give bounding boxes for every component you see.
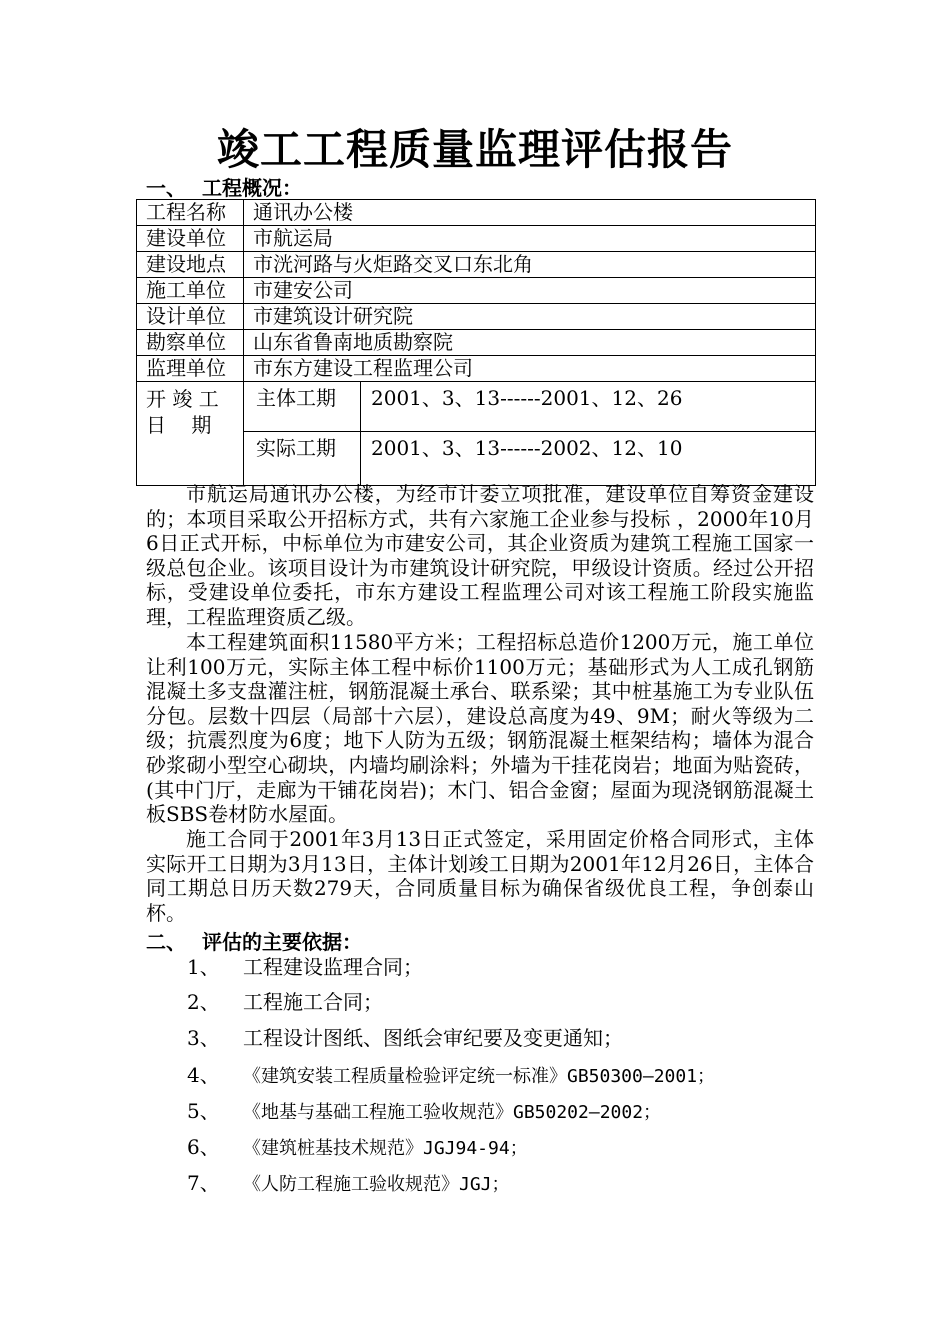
row-label: 建设单位 [137, 226, 244, 252]
row-label: 勘察单位 [137, 330, 244, 356]
list-item-text: 《人防工程施工验收规范》JGJ； [243, 1174, 510, 1195]
row-value: 通讯办公楼 [244, 200, 816, 226]
planned-label: 主体工期 [244, 382, 361, 432]
list-item-text: 《建筑安装工程质量检验评定统一标准》GB50300—2001； [243, 1066, 716, 1087]
list-item-number: 5、 [187, 1099, 220, 1123]
list-item [187, 1171, 510, 1197]
actual-label: 实际工期 [244, 432, 361, 486]
list-item-number: 6、 [187, 1135, 220, 1159]
row-value: 市建筑设计研究院 [244, 304, 816, 330]
row-value: 市东方建设工程监理公司 [244, 356, 816, 382]
planned-value: 2001、3、13------2001、12、26 [361, 382, 816, 432]
page-title: 竣工工程质量监理评估报告 [216, 125, 733, 174]
list-item-text: 工程施工合同； [243, 990, 383, 1014]
row-label: 施工单位 [137, 278, 244, 304]
section-2-heading [146, 930, 362, 954]
list-item [187, 1135, 528, 1161]
list-item-number: 1、 [187, 955, 220, 979]
section-2-number: 二、 [146, 930, 186, 954]
dates-label-line2: 日 期 [146, 413, 212, 437]
paragraph-1: 市航运局通讯办公楼，为经市计委立项批准，建设单位自筹资金建设的；本项目采取公开招标方式，共有六家施工企业参与投标 ，2000年10月6日正式开标，中标单位为市建安公司，其企业资质为建筑工程施工国家一级总包企业。该项目设计为市建筑设计研究院，甲级设计资质。经过公开招标，受建设单位委托，市东方建设工程监理公司对该工程施工阶段实施监理，工程监理资质乙级。 [146, 482, 814, 629]
row-value: 山东省鲁南地质勘察院 [244, 330, 816, 356]
table-row [137, 252, 816, 278]
section-1-title: 工程概况： [202, 176, 302, 200]
section-1-number: 一、 [146, 176, 186, 200]
list-item-text: 《建筑桩基技术规范》JGJ94-94； [243, 1138, 528, 1159]
list-item [187, 955, 423, 979]
list-item-text: 《地基与基础工程施工验收规范》GB50202—2002； [243, 1102, 662, 1123]
list-item [187, 1026, 623, 1050]
row-value: 市洸河路与火炬路交叉口东北角 [244, 252, 816, 278]
table-row [137, 304, 816, 330]
list-item-number: 7、 [187, 1171, 220, 1195]
project-info-table [136, 199, 816, 486]
table-row [137, 356, 816, 382]
table-row [137, 330, 816, 356]
table-row [137, 226, 816, 252]
paragraph-2: 本工程建筑面积11580平方米；工程招标总造价1200万元，施工单位让利100万元，实际主体工程中标价1100万元；基础形式为人工成孔钢筋混凝土多支盘灌注桩，钢筋混凝土承台、联系梁；其中桩基施工为专业队伍分包。层数十四层（局部十六层），建设总高度为49、9M；耐火等级为二级；抗震烈度为6度；地下人防为五级；钢筋混凝土框架结构；墙体为混合砂浆砌小型空心砌块，内墙均刷涂料；外墙为干挂花岗岩；地面为贴瓷砖，(其中门厅，走廊为干铺花岗岩)；木门、铝合金窗；屋面为现浇钢筋混凝土板SBS卷材防水屋面。 [146, 630, 814, 827]
actual-value: 2001、3、13------2002、12、10 [361, 432, 816, 486]
row-label: 建设地点 [137, 252, 244, 278]
section-2-title: 评估的主要依据： [202, 930, 362, 954]
list-item-text: 工程设计图纸、图纸会审纪要及变更通知； [243, 1026, 623, 1050]
section-1-heading [146, 176, 302, 200]
row-label: 监理单位 [137, 356, 244, 382]
row-value: 市航运局 [244, 226, 816, 252]
list-item-text: 工程建设监理合同； [243, 955, 423, 979]
table-row-planned [137, 382, 816, 432]
dates-label-line1: 开 竣 工 [146, 387, 219, 411]
list-item-number: 4、 [187, 1063, 220, 1087]
paragraph-3: 施工合同于2001年3月13日正式签定，采用固定价格合同形式，主体实际开工日期为3月13日，主体计划竣工日期为2001年12月26日，主体合同工期总日历天数279天，合同质量目标为确保省级优良工程，争创泰山杯。 [146, 827, 814, 925]
row-value: 市建安公司 [244, 278, 816, 304]
list-item-number: 3、 [187, 1026, 220, 1050]
dates-label [137, 382, 244, 486]
list-item-number: 2、 [187, 990, 220, 1014]
row-label: 工程名称 [137, 200, 244, 226]
list-item [187, 1063, 715, 1089]
list-item [187, 990, 383, 1014]
table-row [137, 200, 816, 226]
list-item [187, 1099, 661, 1125]
row-label: 设计单位 [137, 304, 244, 330]
table-row [137, 278, 816, 304]
